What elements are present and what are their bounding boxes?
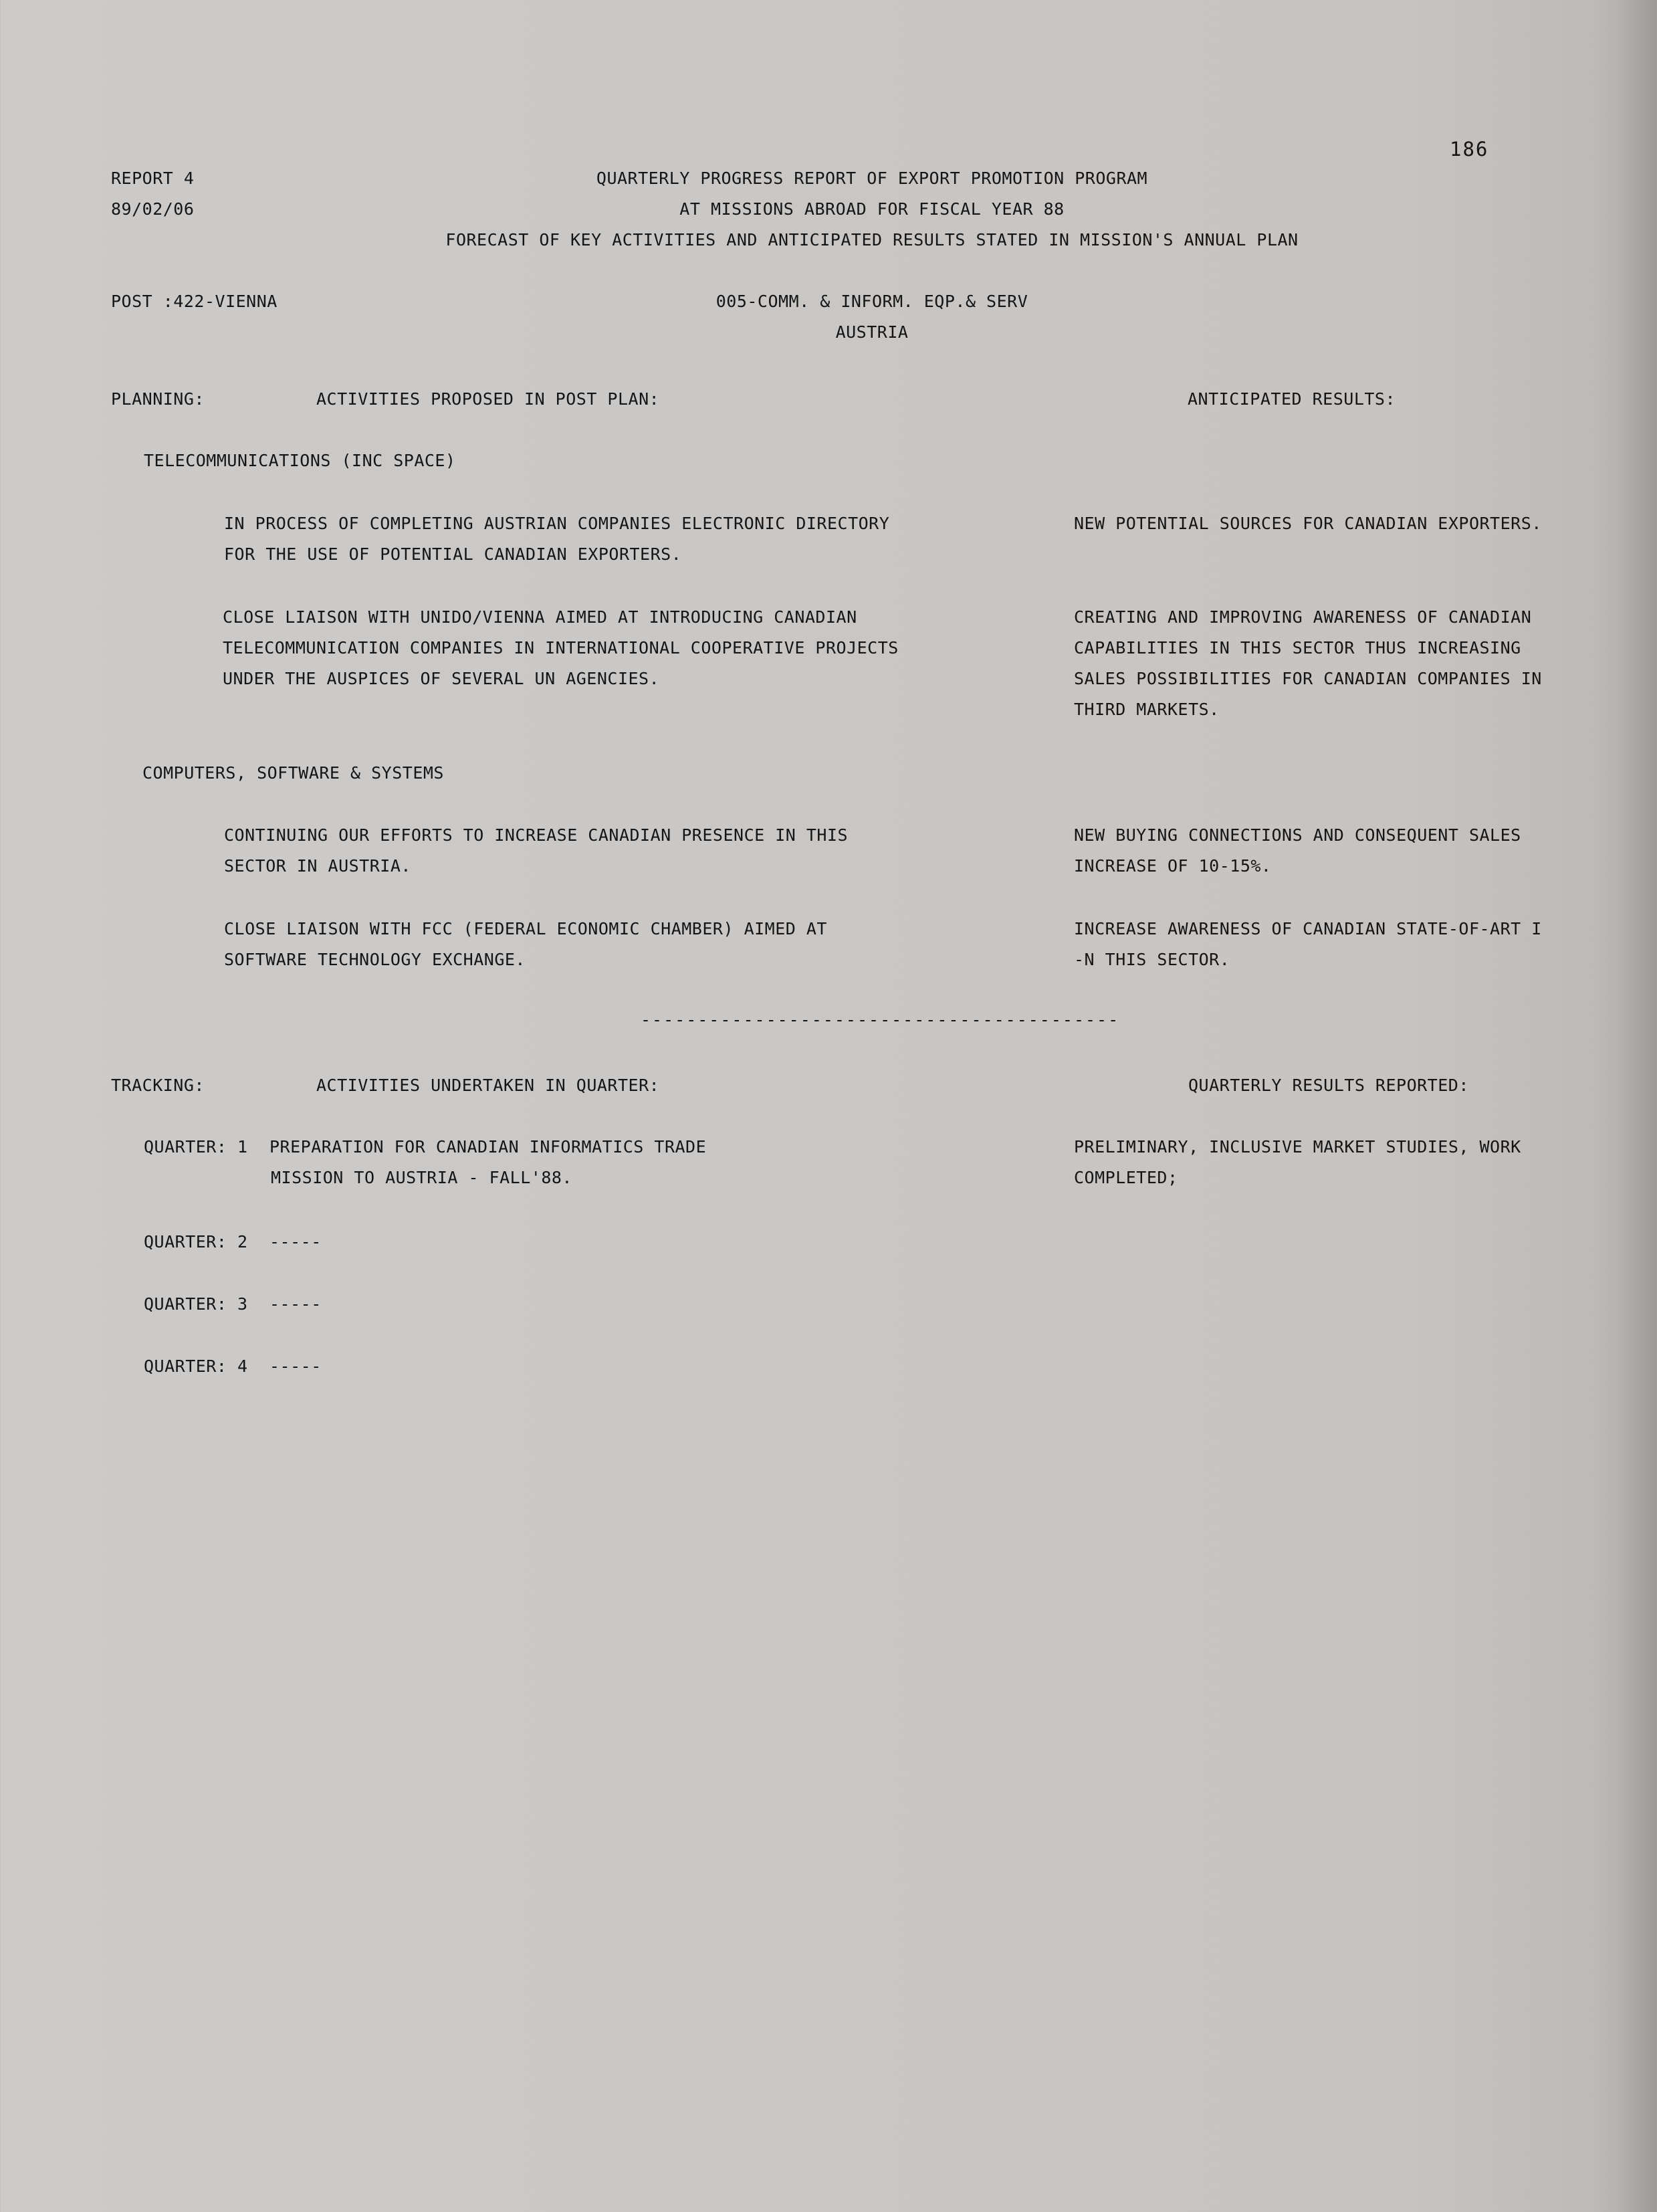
result-line: CAPABILITIES IN THIS SECTOR THUS INCREASING [1074, 638, 1521, 658]
quarter-label: QUARTER: 1 [144, 1137, 248, 1157]
activity-line: CLOSE LIAISON WITH FCC (FEDERAL ECONOMIC CHAMBER) AIMED AT [224, 919, 827, 938]
activity-line: CONTINUING OUR EFFORTS TO INCREASE CANADIAN PRESENCE IN THIS [224, 825, 849, 845]
quarter-label: QUARTER: 4 [144, 1356, 248, 1376]
tracking-results-heading: QUARTERLY RESULTS REPORTED: [1188, 1076, 1469, 1095]
planning-results-heading: ANTICIPATED RESULTS: [1188, 389, 1396, 409]
result-line: PRELIMINARY, INCLUSIVE MARKET STUDIES, WORK [1074, 1137, 1521, 1157]
quarter-activity: ----- [269, 1294, 322, 1314]
quarter-label: QUARTER: 2 [144, 1232, 248, 1251]
section-divider: ------------------------------------------ [641, 1010, 1120, 1029]
result-line: CREATING AND IMPROVING AWARENESS OF CANADIAN [1074, 607, 1532, 627]
report-title-line-2: AT MISSIONS ABROAD FOR FISCAL YEAR 88 [679, 199, 1065, 219]
sector-code: 005-COMM. & INFORM. EQP.& SERV [715, 292, 1028, 311]
result-line: NEW BUYING CONNECTIONS AND CONSEQUENT SALES [1074, 825, 1521, 845]
result-line: COMPLETED; [1074, 1168, 1178, 1187]
quarter-activity: ----- [269, 1232, 322, 1251]
report-title-line-1: QUARTERLY PROGRESS REPORT OF EXPORT PROMOTION PROGRAM [596, 169, 1148, 188]
report-id: REPORT 4 [111, 169, 195, 188]
planned-activity [224, 914, 827, 975]
result-line: SALES POSSIBILITIES FOR CANADIAN COMPANIES IN [1074, 669, 1542, 688]
activity-line: CLOSE LIAISON WITH UNIDO/VIENNA AIMED AT INTRODUCING CANADIAN [223, 607, 857, 627]
section-title: COMPUTERS, SOFTWARE & SYSTEMS [142, 763, 444, 783]
quarter-activity: ----- [269, 1356, 322, 1376]
anticipated-result [1074, 820, 1521, 882]
activity-line: UNDER THE AUSPICES OF SEVERAL UN AGENCIES. [223, 669, 660, 688]
anticipated-result [1074, 914, 1542, 975]
result-line: -N THIS SECTOR. [1074, 950, 1230, 969]
country-name: AUSTRIA [835, 322, 909, 342]
activity-line: SECTOR IN AUSTRIA. [224, 856, 411, 876]
planning-label: PLANNING: [111, 389, 205, 409]
report-date: 89/02/06 [111, 199, 195, 219]
result-line: INCREASE AWARENESS OF CANADIAN STATE-OF-ART I [1074, 919, 1542, 938]
tracking-label: TRACKING: [111, 1076, 205, 1095]
page-edge-shadow [1617, 0, 1657, 2212]
activity-line: SOFTWARE TECHNOLOGY EXCHANGE. [224, 950, 526, 969]
activity-line: PREPARATION FOR CANADIAN INFORMATICS TRADE [269, 1137, 707, 1157]
page-number: 186 [1450, 138, 1489, 161]
result-line: INCREASE OF 10-15%. [1074, 856, 1272, 876]
quarter-activity [269, 1132, 706, 1193]
planned-activity [223, 602, 899, 694]
activity-line: MISSION TO AUSTRIA - FALL'88. [271, 1168, 572, 1187]
planned-activity [224, 820, 848, 882]
result-line: THIRD MARKETS. [1074, 700, 1220, 719]
planning-activities-heading: ACTIVITIES PROPOSED IN POST PLAN: [316, 389, 660, 409]
activity-line: FOR THE USE OF POTENTIAL CANADIAN EXPORTERS. [224, 544, 682, 564]
planned-activity [224, 508, 889, 570]
report-title-line-3: FORECAST OF KEY ACTIVITIES AND ANTICIPATED RESULTS STATED IN MISSION'S ANNUAL PLAN [445, 230, 1299, 249]
result-line: NEW POTENTIAL SOURCES FOR CANADIAN EXPORTERS. [1074, 514, 1542, 533]
activity-line: IN PROCESS OF COMPLETING AUSTRIAN COMPANIES ELECTRONIC DIRECTORY [224, 514, 890, 533]
quarter-result [1074, 1132, 1521, 1193]
tracking-activities-heading: ACTIVITIES UNDERTAKEN IN QUARTER: [316, 1076, 660, 1095]
post-code: POST :422-VIENNA [111, 292, 278, 311]
activity-line: TELECOMMUNICATION COMPANIES IN INTERNATIONAL COOPERATIVE PROJECTS [223, 638, 899, 658]
anticipated-result [1074, 602, 1542, 725]
section-title: TELECOMMUNICATIONS (INC SPACE) [144, 451, 456, 470]
quarter-label: QUARTER: 3 [144, 1294, 248, 1314]
anticipated-result [1074, 508, 1542, 539]
